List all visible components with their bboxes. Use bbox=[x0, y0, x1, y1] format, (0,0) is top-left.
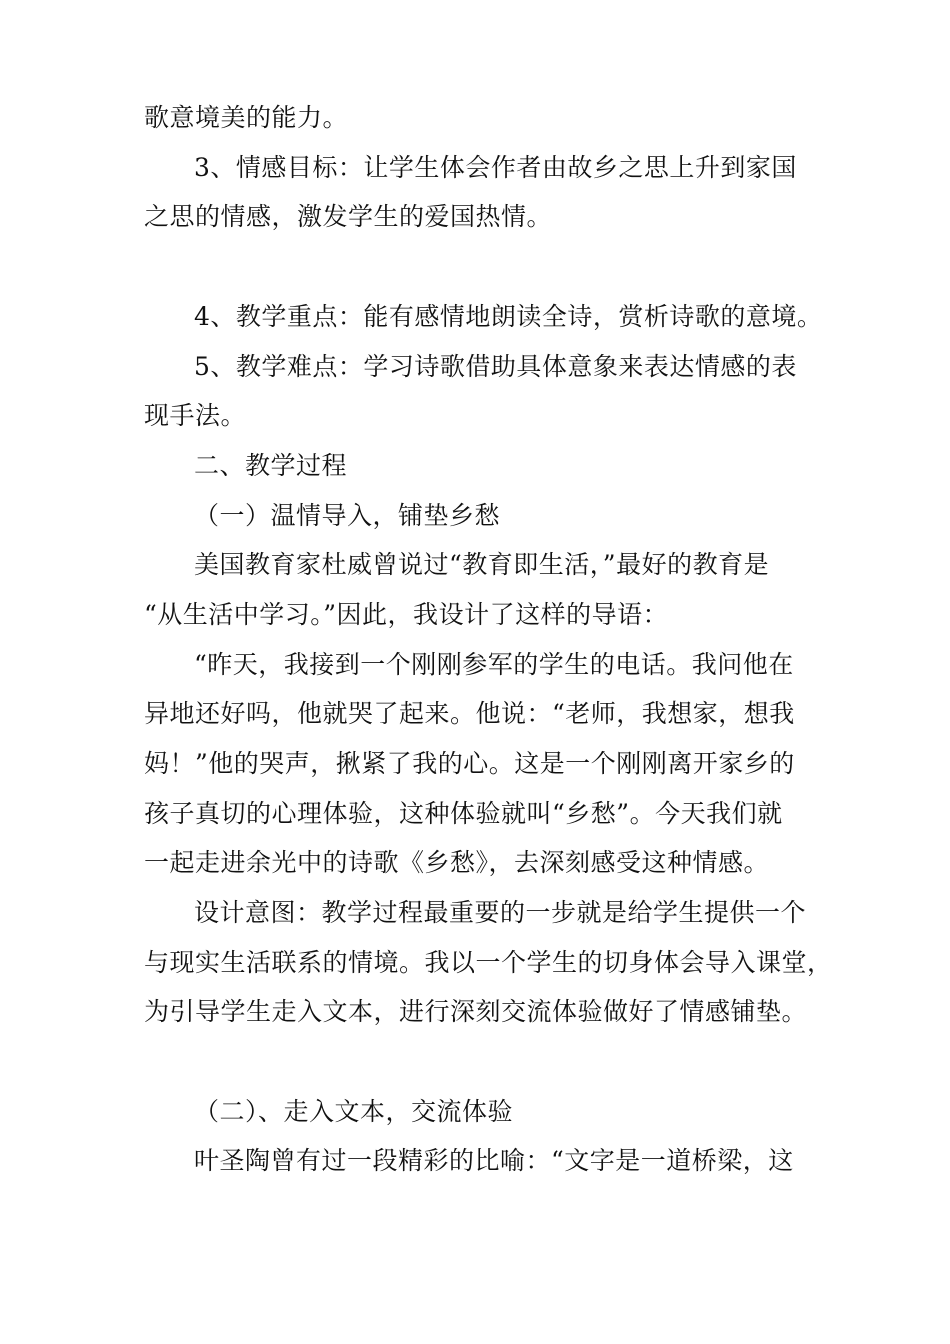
text-line-1: 歌意境美的能力。 bbox=[144, 103, 349, 132]
text-line-3: 之思的情感，激发学生的爱国热情。 bbox=[144, 202, 553, 231]
text-line-19: （二）、走入文本，交流体验 bbox=[194, 1097, 514, 1126]
text-line-11: “昨天，我接到一个刚刚参军的学生的电话。我问他在 bbox=[194, 650, 794, 679]
text-line-15: 一起走进余光中的诗歌《乡愁》，去深刻感受这种情感。 bbox=[144, 848, 770, 877]
text-line-7: 二、教学过程 bbox=[194, 451, 348, 480]
text-line-17: 与现实生活联系的情境。我以一个学生的切身体会导入课堂， bbox=[144, 948, 833, 977]
text-line-5: 5、教学难点：学习诗歌借助具体意象来表达情感的表 bbox=[194, 352, 797, 381]
text-line-18: 为引导学生走入文本，进行深刻交流体验做好了情感铺垫。 bbox=[144, 997, 808, 1026]
text-line-14: 孩子真切的心理体验，这种体验就叫“乡愁”。今天我们就 bbox=[144, 799, 783, 828]
text-line-4: 4、教学重点：能有感情地朗读全诗，赏析诗歌的意境。 bbox=[194, 302, 823, 331]
text-line-6: 现手法。 bbox=[144, 401, 247, 430]
text-line-10: “从生活中学习。”因此，我设计了这样的导语： bbox=[144, 600, 669, 629]
text-line-20: 叶圣陶曾有过一段精彩的比喻：“文字是一道桥梁，这 bbox=[194, 1146, 794, 1175]
text-line-2: 3、情感目标：让学生体会作者由故乡之思上升到家国 bbox=[194, 153, 797, 182]
text-line-13: 妈！”他的哭声，揪紧了我的心。这是一个刚刚离开家乡的 bbox=[144, 749, 795, 778]
text-line-12: 异地还好吗，他就哭了起来。他说：“老师，我想家，想我 bbox=[144, 699, 795, 728]
text-line-9: 美国教育家杜威曾说过“教育即生活，”最好的教育是 bbox=[194, 550, 770, 579]
text-line-16: 设计意图：教学过程最重要的一步就是给学生提供一个 bbox=[194, 898, 807, 927]
text-line-8: （一）温情导入，铺垫乡愁 bbox=[194, 501, 501, 530]
